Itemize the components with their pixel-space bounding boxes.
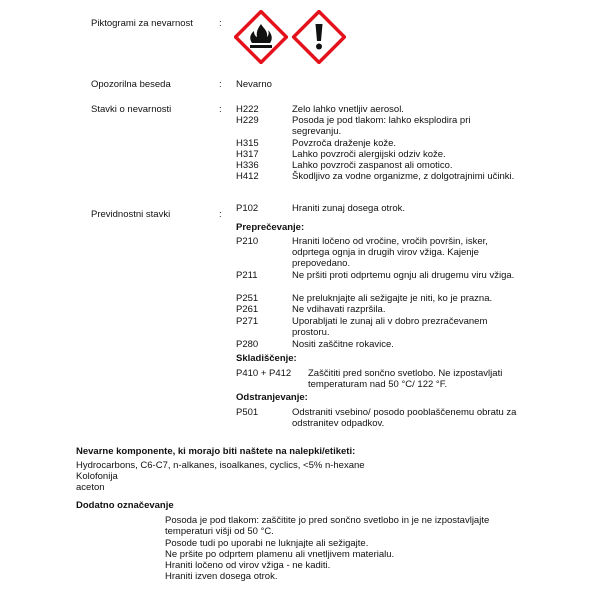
hazard-text: Lahko povzroči alergijski odziv kože. [292,149,446,160]
storage-heading: Skladiščenje: [236,353,297,364]
additional-label-line: Ne pršite po odprtem plamenu ali vnetljivem materialu. [165,549,395,560]
component-item: Kolofonija [76,471,118,482]
hazard-code: H336 [236,160,259,171]
precaution-code: P210 [236,236,259,247]
hazard-code: H412 [236,171,259,182]
precaution-code: P211 [236,270,258,281]
precaution-text: Nositi zaščitne rokavice. [292,339,394,350]
hazard-text: Posoda je pod tlakom: lahko eksplodira pri segrevanju. [292,115,471,138]
hazard-code: H229 [236,115,259,126]
precaution-text: Hraniti ločeno od vročine, vročih površin, isker, odprtega ognja in drugih virov vžiga. Kajenje prepovedano. [292,236,488,270]
flame-icon [234,10,288,64]
component-item: aceton [76,482,105,493]
precaution-code: P280 [236,339,259,350]
hazard-code: H222 [236,104,259,115]
hazard-code: H317 [236,149,259,160]
additional-labelling-heading: Dodatno označevanje [76,500,174,511]
precaution-text: Zaščititi pred sončno svetlobo. Ne izpostavljati temperaturam nad 50 °C/ 122 °F. [308,368,503,391]
precautionary-label: Previdnostni stavki [91,209,171,220]
precaution-code: P251 [236,293,259,304]
precautionary-colon: : [219,209,222,220]
additional-label-line: Posoda je pod tlakom: zaščitite jo pred sončno svetlobo in je ne izpostavljajte temperaturi višji od 50 °C. [165,515,490,538]
hazard-text: Zelo lahko vnetljiv aerosol. [292,104,404,115]
precaution-code: P410 + P412 [236,368,292,379]
signal-word-label: Opozorilna beseda [91,79,171,90]
additional-label-line: Hraniti ločeno od virov vžiga - ne kaditi. [165,560,331,571]
pictograms-colon: : [219,18,222,29]
hazard-text: Lahko povzroči zaspanost ali omotico. [292,160,453,171]
hazard-statements-label: Stavki o nevarnosti [91,104,172,115]
pictograms-label: Piktogrami za nevarnost [91,18,193,29]
hazard-statements-colon: : [219,104,222,115]
additional-label-line: Hraniti izven dosega otrok. [165,571,278,582]
precaution-text: Hraniti zunaj dosega otrok. [292,203,406,214]
signal-word-colon: : [219,79,222,90]
hazard-code: H315 [236,138,259,149]
precaution-text: Uporabljati le zunaj ali v dobro prezračevanem prostoru. [292,316,488,339]
additional-label-line: Posode tudi po uporabi ne luknjajte ali sežigajte. [165,538,369,549]
prevention-heading: Preprečevanje: [236,222,305,233]
signal-word-value: Nevarno [236,79,272,90]
precaution-text: Ne preluknjajte ali sežigajte je niti, ko je prazna. [292,293,493,304]
exclamation-mark-icon [292,10,346,64]
hazardous-components-heading: Nevarne komponente, ki morajo biti naštete na nalepki/etiketi: [76,446,356,457]
precaution-code: P501 [236,407,259,418]
precaution-text: Ne vdihavati razpršila. [292,304,386,315]
disposal-heading: Odstranjevanje: [236,392,308,403]
hazard-text: Škodljivo za vodne organizme, z dolgotrajnimi učinki. [292,171,515,182]
hazard-text: Povzroča draženje kože. [292,138,397,149]
precaution-text: Ne pršiti proti odprtemu ognju ali drugemu viru vžiga. [292,270,515,281]
precaution-code: P261 [236,304,259,315]
component-item: Hydrocarbons, C6-C7, n-alkanes, isoalkanes, cyclics, <5% n-hexane [76,460,365,471]
precaution-code: P102 [236,203,259,214]
precaution-code: P271 [236,316,259,327]
precaution-text: Odstraniti vsebino/ posodo pooblaščenemu obratu za odstranitev odpadkov. [292,407,517,430]
